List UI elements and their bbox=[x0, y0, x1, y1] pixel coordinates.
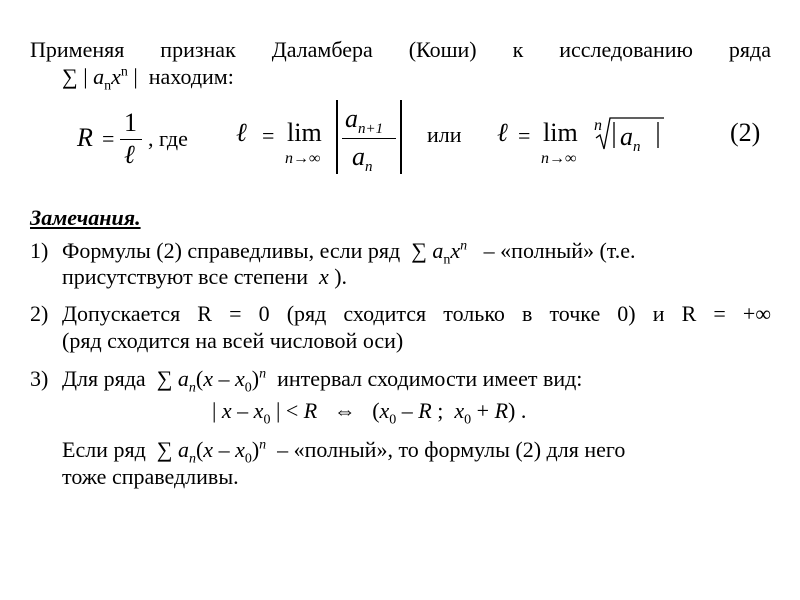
fraction-numerator: 1 bbox=[124, 108, 137, 137]
remark-1-line-2: присутствуют все степени x ). bbox=[62, 264, 348, 289]
lim-2-subscript: n→∞ bbox=[541, 150, 577, 167]
intro-line-1: Применяя признак Даламбера (Коши) к исследованию ряда bbox=[30, 37, 771, 62]
interval-formula: | x – $x_0$ | < R ⇔ ($x_0$ – R ; $x_0 + R$) . bbox=[212, 398, 527, 428]
fraction-denominator: ℓ bbox=[124, 140, 135, 169]
formula-r: R bbox=[77, 123, 93, 152]
sum-symbol: ∑ bbox=[156, 366, 173, 391]
lim-2: lim bbox=[543, 118, 578, 147]
remark-3-para-line-2: тоже справедливы. bbox=[62, 464, 239, 489]
remark-3-line-1: Для ряда ∑ $a_n(x - x_0)^n$ интервал сходимости имеет вид: bbox=[62, 366, 583, 396]
ratio-denominator: $a_n$ bbox=[352, 142, 373, 176]
or-text: или bbox=[427, 122, 462, 147]
ell-symbol-1: ℓ bbox=[236, 118, 247, 147]
root-index: n bbox=[594, 117, 602, 134]
sum-symbol: ∑ bbox=[411, 238, 427, 263]
sum-symbol: ∑ bbox=[62, 64, 78, 89]
ell-symbol-2: ℓ bbox=[497, 118, 508, 147]
sum-symbol: ∑ bbox=[156, 437, 173, 462]
lim-1-subscript: n→∞ bbox=[285, 150, 321, 167]
abs-bar-left bbox=[336, 100, 338, 174]
equals-sign-2: = bbox=[262, 123, 275, 148]
ratio-bar bbox=[342, 138, 396, 139]
equals-sign-3: = bbox=[518, 123, 531, 148]
remark-3-para-line-1: Если ряд ∑ $a_n(x - x_0)^n$ – «полный», то формулы (2) для него bbox=[62, 437, 626, 467]
root-content: $a_n$ bbox=[620, 122, 641, 156]
intro-line-2: ∑ | $a_nx^n$ | находим: bbox=[62, 64, 234, 94]
remarks-title: Замечания. bbox=[30, 205, 141, 230]
remark-2-line-2: (ряд сходится на всей числовой оси) bbox=[62, 328, 404, 353]
equation-number: (2) bbox=[730, 118, 761, 147]
remark-2-line-1: Допускается R = 0 (ряд сходится только в точке 0) и R = +∞ bbox=[62, 301, 771, 326]
where-text: , где bbox=[148, 126, 188, 151]
abs-bar-right bbox=[400, 100, 402, 174]
ratio-numerator: $a_{n+1}$ bbox=[345, 104, 384, 138]
remark-3-number: 3) bbox=[30, 366, 49, 391]
remark-1-number: 1) bbox=[30, 238, 49, 263]
lim-1: lim bbox=[287, 118, 322, 147]
equals-sign: = bbox=[102, 126, 115, 151]
remark-1-line-1: Формулы (2) справедливы, если ряд ∑ $a_nx^n$ – «полный» (т.е. bbox=[62, 238, 636, 268]
remark-2-number: 2) bbox=[30, 301, 49, 326]
